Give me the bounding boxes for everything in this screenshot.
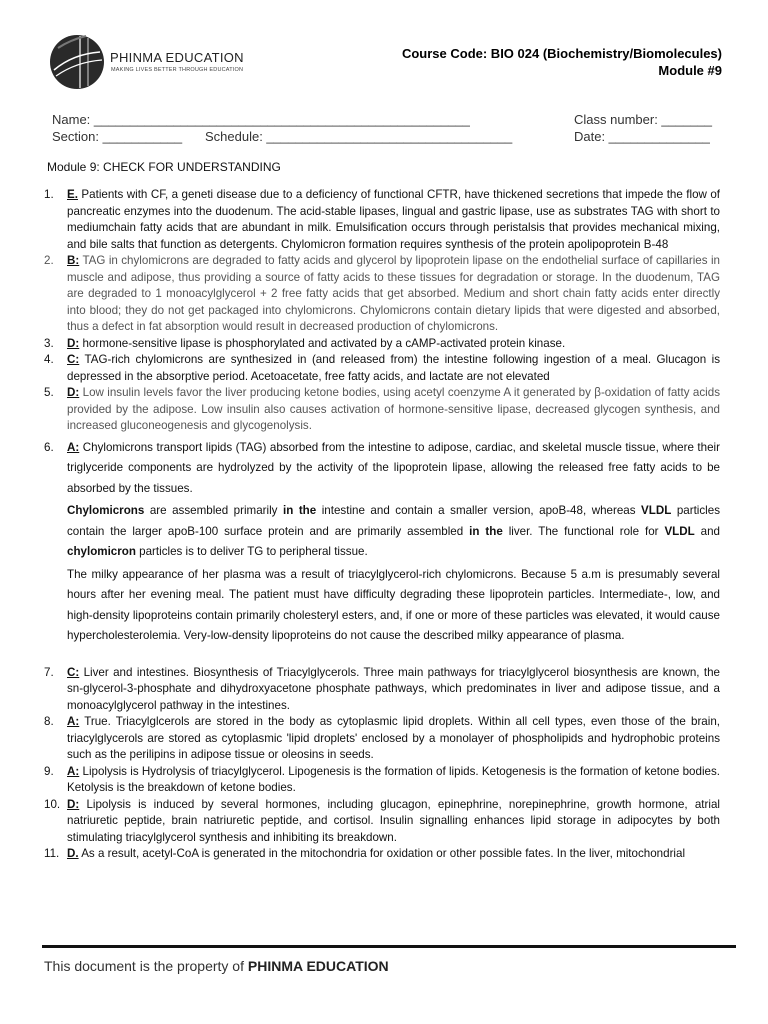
answer-letter: D: [67,386,80,399]
item-number: 3. [44,336,54,350]
answer-item-9 [44,764,720,797]
item-number: 1. [44,188,54,201]
answer-item-1 [44,187,720,253]
answer-text: Liver and intestines. Biosynthesis of Triacylglycerols. Three main pathways for triacylglycerol biosynthesis are known, the sn-glycerol-3-phosphate and dihydroxyacetone phosphate pathways, which predominates in liver and adipose tissue, and a monoacylglycerol pathway in the intestines. [67,665,720,712]
text-segment: particles is to deliver TG to peripheral tissue. [135,545,368,558]
answer-text: Chylomicrons transport lipids (TAG) absorbed from the intestine to adipose, cardiac, and skeletal muscle tissue, where their triglyceride components are hydrolyzed by the activity of the lipoprotein lipase, allowing the released free fatty acids to be absorbed by the tissues. [67,440,720,495]
answer-letter: A: [67,440,80,454]
item-number: 9. [44,764,54,778]
name-field[interactable]: Name: ____________________________________________________ [52,112,470,127]
spacer [44,647,720,665]
answer-text: Lipolysis is induced by several hormones, including glucagon, epinephrine, norepinephrine, growth hormone, atrial natriuretic peptide, brain natriuretic peptide, and cortisol. Insulin signalling enhances lipid storage in adipocytes by both stimulating triacylglycerol synthesis and inhibiting its breakdown. [67,797,720,844]
answer-letter: B: [67,254,80,267]
item-number: 6. [44,440,54,454]
answer-item-6 [44,438,720,647]
answer-text: TAG in chylomicrons are degraded to fatty acids and glycerol by lipoprotein lipase on the endothelial surface of capillaries in muscle and adipose, thus providing a source of fatty acids to these tissues for degradation or storage. In the duodenum, TAG are degraded to 1 monoacylglycerol + 2 free fatty acids that get absorbed. Medium and short chain fatty acids enter directly into blood; they do not get packaged into chylomicrons. Chylomicrons contain dietary lipids that were digested and absorbed, thus a defect in fat absorption would result in decreased production of chylomicrons. [67,254,720,333]
logo-name: PHINMA EDUCATION [110,50,244,65]
answer-text: Lipolysis is Hydrolysis of triacylglycerol. Lipogenesis is the formation of lipids. Ketogenesis is the formation of ketone bodies. Ketolysis is the breakdown of ketone bodies. [67,764,720,794]
text-segment: liver. The functional role for [502,524,665,538]
term-vldl: VLDL [664,524,695,538]
item-number: 10. [44,797,61,811]
answer-list [44,187,720,863]
answer-text: TAG-rich chylomicrons are synthesized in (and released from) the intestine following ingestion of a meal. Glucagon is depressed in the absorptive period. Acetoacetate, free fatty acids, and lactate are not elevated [67,353,720,383]
answer-text: As a result, acetyl-CoA is generated in the mitochondria for oxidation or other possible fates. In the liver, mitochondrial [81,847,686,860]
answer-letter: C: [67,665,80,679]
text-segment: and [694,524,720,538]
answer-letter: A: [67,764,80,778]
section-field[interactable]: Section: ___________ [52,129,183,144]
phinma-logo [48,30,248,94]
text-segment: intestine and contain a smaller version, apoB-48, whereas [316,504,642,517]
answer-item-3 [44,336,720,353]
answer-letter: D. [67,847,79,860]
term-in-the: in the [283,504,317,517]
item-number: 8. [44,715,54,728]
answer-item-5 [44,385,720,435]
answer-item-8 [44,714,720,764]
answer-text: Low insulin levels favor the liver producing ketone bodies, using acetyl coenzyme A it generated by β-oxidation of fatty acids provided by the adipose. Low insulin also causes activation of hormone-sensitive lipase, decreased glycogen synthesis, and increased gluconeogenesis and glycogenolysis. [67,386,720,432]
term-vldl: VLDL [641,504,672,517]
text-segment: particles contain the larger apoB-100 surface protein and are primarily assembled [67,504,720,538]
item-number: 4. [44,353,54,366]
answer-letter: E. [67,188,78,201]
phinma-globe-icon [48,30,106,94]
date-field[interactable]: Date: ______________ [574,129,710,144]
answer-item-11 [44,846,720,863]
student-info-fields [52,111,732,145]
item-number: 5. [44,386,54,399]
class-number-field[interactable]: Class number: _______ [574,112,713,127]
answer-letter: D: [67,797,80,811]
footer-divider [42,945,736,948]
item-number: 11. [44,847,60,860]
item-6-plasma-paragraph: The milky appearance of her plasma was a result of triacylglycerol-rich chylomicrons. Because 5 a.m is presumably several hours after her evening meal. The patient must have difficulty degrading these lipoprotein particles. Intermediate-, low, and high-density lipoproteins contain primarily cholesteryl esters, and, if one or more of these particles was elevated, it would cause hypercholesterolemia. Very-low-density lipoproteins do not cause the described milky appearance of plasma. [67,567,720,642]
page-title: Module 9: CHECK FOR UNDERSTANDING [47,160,281,174]
term-in-the: in the [469,524,503,538]
schedule-field[interactable]: Schedule: __________________________________ [205,129,513,144]
answer-item-7 [44,665,720,715]
answer-item-10 [44,797,720,847]
term-chylomicrons: Chylomicrons [67,504,145,517]
term-chylomicron: chylomicron [67,545,136,558]
module-number: Module #9 [658,63,722,78]
answer-letter: C: [67,353,80,366]
footer [44,958,389,974]
answer-text: hormone-sensitive lipase is phosphorylated and activated by a cAMP-activated protein kinase. [82,336,566,350]
item-6-lipoprotein-paragraph [67,501,720,563]
footer-owner: PHINMA EDUCATION [247,958,389,974]
footer-prefix: This document is the property of [44,958,248,974]
answer-item-2 [44,253,720,336]
text-segment: are assembled primarily [144,504,283,517]
item-number: 2. [44,254,54,267]
answer-item-4 [44,352,720,385]
answer-letter: A: [67,715,80,728]
answer-letter: D: [67,336,80,350]
course-code: Course Code: BIO 024 (Biochemistry/Biomolecules) [401,46,722,61]
logo-tagline: MAKING LIVES BETTER THROUGH EDUCATION [111,67,244,73]
answer-text: True. Triacylglcerols are stored in the body as cytoplasmic lipid droplets. Within all cell types, even those of the brain, triacylglycerols are stored as cytoplasmic 'lipid droplets' enclosed by a monolayer of phospholipids and hydrophobic proteins such as the perilipins in adipose tissue or oleosins in seeds. [67,715,720,761]
answer-text: Patients with CF, a geneti disease due to a deficiency of functional CFTR, have thickened secretions that impede the flow of pancreatic enzymes into the duodenum. The acid-stable lipases, lingual and gastric lipase, use as substrates TAG with short to mediumchain fatty acids that are abundant in milk. Emulsification occurs through peristalsis that provides mechanical mixing, and bile salts that function as detergents. Chylomicron formation requires synthesis of the protein apolipoprotein B-48 [67,188,720,251]
course-header [402,45,722,79]
item-number: 7. [44,665,54,679]
